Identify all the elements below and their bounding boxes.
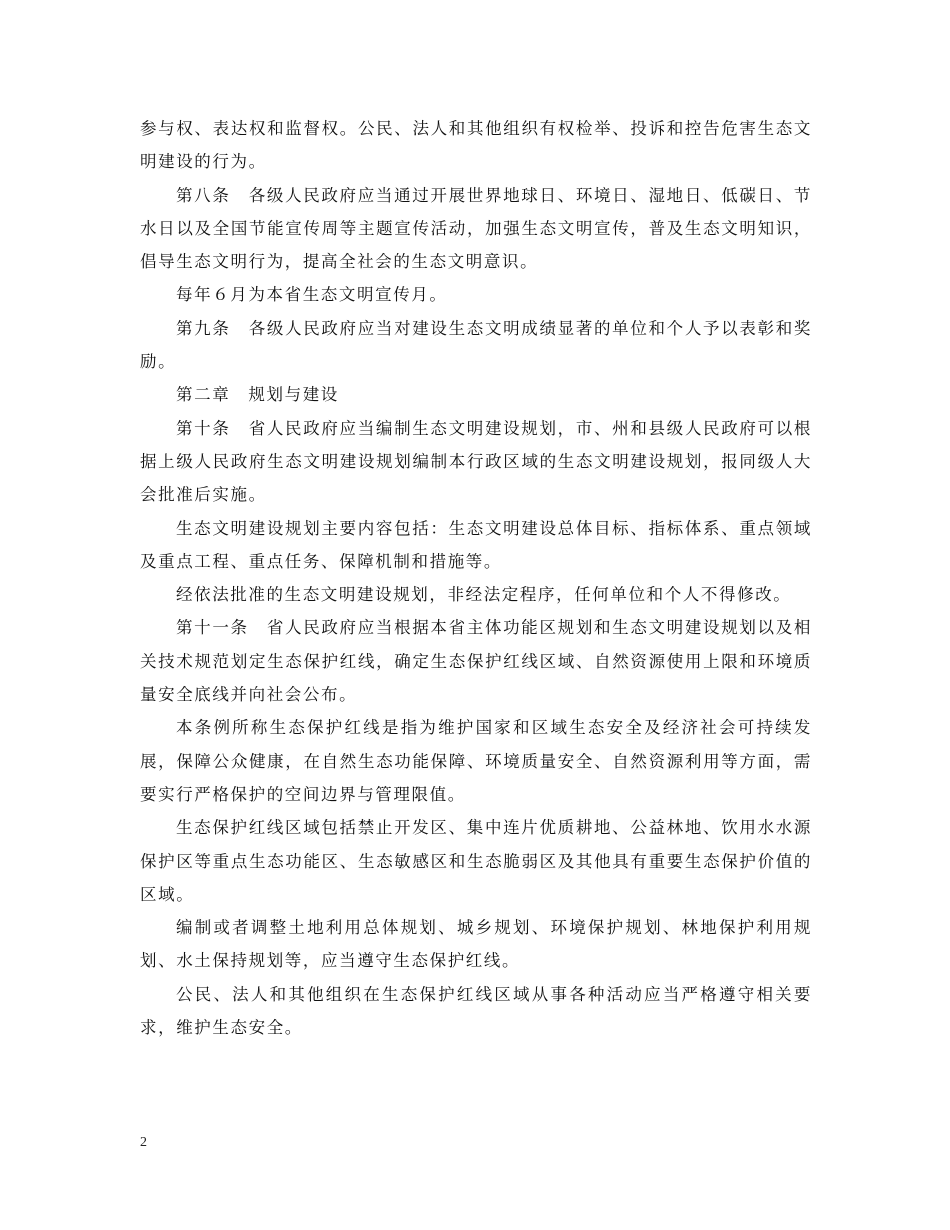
paragraph-red-line-definition: 本条例所称生态保护红线是指为维护国家和区域生态安全及经济社会可持续发展，保障公众健康，在自然生态功能保障、环境质量安全、自然资源利用等方面，需要实行严格保护的空间边界与管理限值。 (140, 718, 812, 804)
paragraph-public-obligations: 公民、法人和其他组织在生态保护红线区域从事各种活动应当严格遵守相关要求，维护生态安全。 (140, 984, 812, 1038)
paragraph-article-11: 第十一条 省人民政府应当根据本省主体功能区规划和生态文明建设规划以及相关技术规范划定生态保护红线，确定生态保护红线区域、自然资源使用上限和环境质量安全底线并向社会公布。 (140, 618, 812, 705)
paragraph-plan-content: 生态文明建设规划主要内容包括：生态文明建设总体目标、指标体系、重点领域及重点工程、重点任务、保障机制和措施等。 (140, 518, 812, 571)
chapter-heading: 第二章 规划与建设 (176, 385, 339, 405)
paragraph-article-10: 第十条 省人民政府应当编制生态文明建设规划，市、州和县级人民政府可以根据上级人民政府生态文明建设规划编制本行政区域的生态文明建设规划，报同级人大会批准后实施。 (140, 418, 812, 505)
paragraph-1: 参与权、表达权和监督权。公民、法人和其他组织有权检举、投诉和控告危害生态文明建设的行为。 (140, 119, 812, 172)
paragraph-red-line-areas: 生态保护红线区域包括禁止开发区、集中连片优质耕地、公益林地、饮用水水源保护区等重点生态功能区、生态敏感区和生态脆弱区及其他具有重要生态保护价值的区域。 (140, 818, 812, 904)
paragraph-publicity-month: 每年６月为本省生态文明宣传月。 (176, 285, 448, 305)
paragraph-plan-amendment: 经依法批准的生态文明建设规划，非经法定程序，任何单位和个人不得修改。 (176, 585, 792, 605)
document-body (140, 112, 812, 1044)
paragraph-planning-compliance: 编制或者调整土地利用总体规划、城乡规划、环境保护规划、林地保护利用规划、水土保持规划等，应当遵守生态保护红线。 (140, 918, 812, 971)
page-number: 2 (140, 1135, 147, 1150)
paragraph-article-9: 第九条 各级人民政府应当对建设生态文明成绩显著的单位和个人予以表彰和奖励。 (140, 318, 812, 372)
paragraph-article-8: 第八条 各级人民政府应当通过开展世界地球日、环境日、湿地日、低碳日、节水日以及全国节能宣传周等主题宣传活动，加强生态文明宣传，普及生态文明知识，倡导生态文明行为，提高全社会的生态文明意识。 (140, 185, 812, 272)
